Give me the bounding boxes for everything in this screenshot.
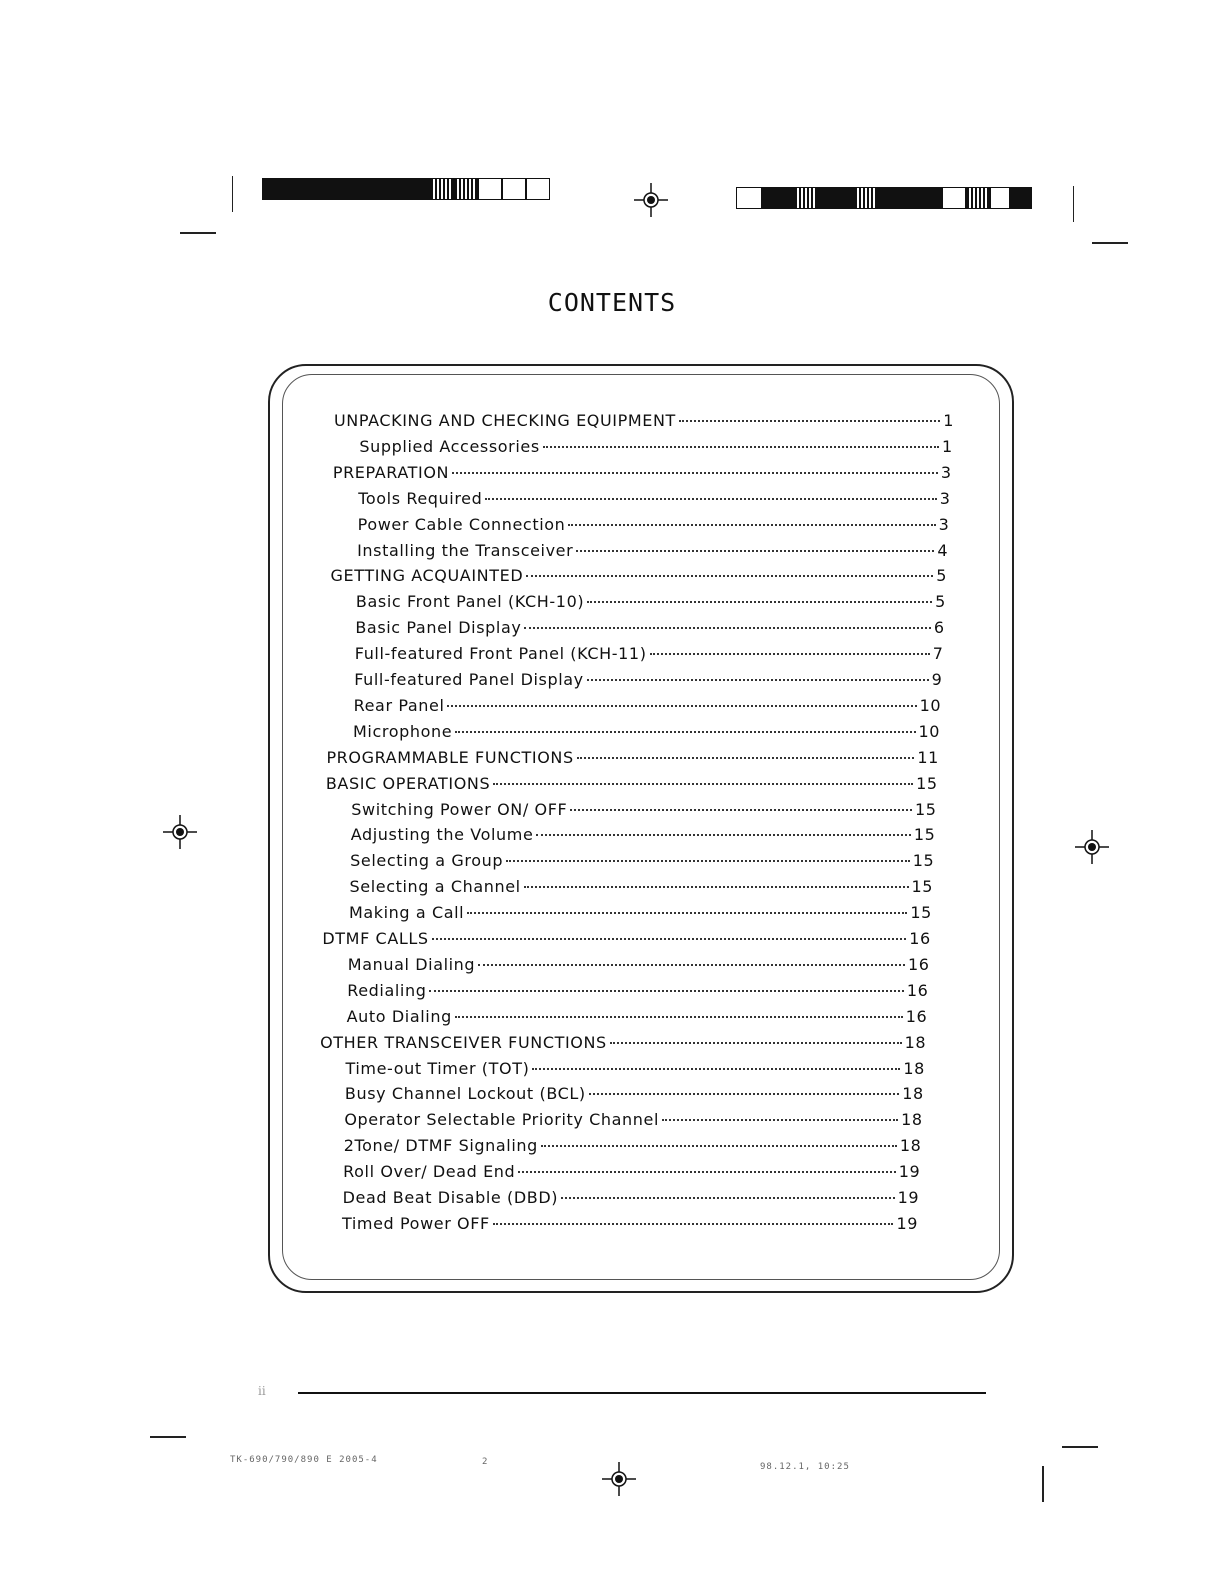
crop-mark [1073,186,1074,222]
toc-entry-page: 15 [916,773,938,793]
toc-entry [342,1214,918,1233]
toc-leader-dots [568,524,935,526]
toc-leader-dots [524,627,930,629]
toc-entry [356,592,946,611]
toc-entry-label: PROGRAMMABLE FUNCTIONS [326,747,574,767]
toc-entry-page: 6 [933,618,945,638]
toc-entry-page: 18 [899,1136,922,1156]
toc-entry-page: 5 [936,566,948,586]
toc-leader-dots [650,653,930,655]
toc-entry-label: UNPACKING AND CHECKING EQUIPMENT [334,411,676,430]
toc-entry [326,748,938,767]
registration-target-icon [602,1462,636,1496]
toc-entry-label: Rear Panel [353,695,445,715]
crop-mark [180,232,216,234]
toc-entry-label: Microphone [353,721,453,741]
toc-entry-label: Adjusting the Volume [350,825,534,845]
page-title: CONTENTS [547,288,677,317]
toc-entry-page: 3 [938,514,950,534]
toc-leader-dots [570,809,912,811]
toc-entry [347,1007,928,1026]
toc-leader-dots [561,1197,894,1199]
toc-leader-dots [543,446,939,448]
toc-entry [333,463,952,482]
toc-entry [331,566,948,585]
toc-entry-page: 5 [935,592,946,612]
toc-entry-page: 3 [940,462,952,482]
toc-entry [350,877,934,896]
calibration-bar-right [736,187,1032,209]
toc-entry [354,696,942,715]
registration-target-icon [1075,830,1109,864]
toc-leader-dots [432,938,907,940]
toc-entry [320,1033,926,1052]
toc-entry [355,618,944,637]
crop-mark [232,176,233,212]
toc-entry [343,1188,920,1207]
toc-leader-dots [429,990,903,992]
toc-entry-label: Full-featured Panel Display [354,670,584,689]
toc-entry [334,411,954,430]
toc-entry-page: 15 [913,825,936,845]
toc-entry-page: 19 [898,1162,921,1182]
toc-entry-page: 18 [904,1032,927,1052]
toc-entry-page: 15 [912,851,935,871]
footer-sheet-number: 2 [482,1457,489,1467]
toc-entry-page: 10 [918,721,941,741]
toc-leader-dots [447,705,916,707]
toc-entry-label: Busy Channel Lockout (BCL) [344,1084,586,1104]
toc-entry-page: 16 [906,980,929,1000]
page-number: ii [258,1384,266,1398]
toc-leader-dots [518,1171,895,1173]
toc-leader-dots [455,731,915,733]
toc-entry [347,981,928,1000]
toc-entry-page: 15 [910,903,932,923]
toc-entry-page: 19 [897,1188,920,1207]
calibration-bar-left [262,178,550,200]
toc-entry [349,903,932,922]
toc-entry [348,955,930,974]
toc-entry-page: 1 [942,436,953,456]
toc-entry-label: Installing the Transceiver [357,540,574,560]
toc-entry-label: Switching Power ON/ OFF [351,799,568,819]
toc-leader-dots [532,1068,900,1070]
toc-entry-page: 11 [917,747,939,767]
toc-leader-dots [506,860,910,862]
footer-rule [298,1392,986,1394]
toc-entry [350,851,934,870]
toc-leader-dots [455,1016,903,1018]
toc-entry-label: Power Cable Connection [357,514,566,534]
toc-leader-dots [610,1042,902,1044]
toc-entry-page: 19 [896,1213,918,1233]
toc-entry-page: 4 [937,540,949,560]
toc-entry-page: 16 [909,929,931,948]
toc-leader-dots [577,757,915,759]
toc-entry [359,437,952,456]
toc-entry [357,541,948,560]
footer-file-id: TK-690/790/890 E 2005-4 [230,1455,378,1465]
toc-entry-label: 2Tone/ DTMF Signaling [343,1136,538,1156]
toc-entry-label: Selecting a Channel [349,877,521,897]
toc-leader-dots [536,834,910,836]
toc-leader-dots [576,550,934,552]
toc-entry-label: Selecting a Group [350,851,504,871]
toc-entry [344,1110,922,1129]
toc-leader-dots [679,420,940,422]
toc-entry [345,1084,924,1103]
toc-entry [351,800,936,819]
toc-entry-label: DTMF CALLS [322,929,429,948]
toc-entry-page: 7 [932,644,944,664]
toc-entry-page: 1 [943,411,954,430]
toc-entry-page: 16 [905,1006,928,1026]
toc-entry-page: 16 [908,954,930,974]
toc-entry-label: GETTING ACQUAINTED [330,566,524,586]
crop-mark [1062,1446,1098,1448]
toc-leader-dots [589,1093,899,1095]
toc-leader-dots [587,679,929,681]
toc-leader-dots [485,498,936,500]
toc-entry-page: 18 [901,1110,923,1130]
toc-entry [353,722,940,741]
toc-entry [358,489,950,508]
registration-target-icon [634,183,668,217]
toc-leader-dots [452,472,938,474]
registration-target-icon [163,815,197,849]
toc-entry-page: 18 [903,1058,925,1078]
crop-mark [1092,242,1128,244]
toc-entry-page: 15 [915,799,937,819]
toc-leader-dots [493,1223,894,1225]
toc-entry-label: Basic Panel Display [355,618,522,638]
toc-entry-page: 10 [919,695,942,715]
toc-entry-label: Redialing [347,980,427,1000]
toc-entry-label: Making a Call [348,903,465,923]
toc-entry [343,1162,920,1181]
toc-entry-page: 18 [902,1084,924,1104]
toc-entry-label: PREPARATION [332,462,450,482]
toc-entry-label: BASIC OPERATIONS [325,773,491,793]
toc-entry-label: Operator Selectable Priority Channel [344,1110,660,1130]
toc-leader-dots [524,886,909,888]
toc-entry-label: Dead Beat Disable (DBD) [342,1188,559,1207]
crop-mark [1042,1466,1044,1502]
toc-entry-label: OTHER TRANSCEIVER FUNCTIONS [320,1032,607,1052]
toc-leader-dots [467,912,907,914]
toc-entry-label: Timed Power OFF [342,1213,490,1233]
toc-entry [355,644,944,663]
toc-leader-dots [526,575,933,577]
toc-entry-page: 15 [911,877,934,897]
toc-leader-dots [493,783,913,785]
toc-leader-dots [587,601,932,603]
toc-entry [351,825,936,844]
toc-entry-label: Basic Front Panel (KCH-10) [355,592,585,612]
toc-entry-label: Full-featured Front Panel (KCH-11) [354,644,647,664]
toc-entry [358,515,950,534]
footer-timestamp: 98.12.1, 10:25 [760,1462,850,1472]
toc-entry-label: Time-out Timer (TOT) [345,1058,530,1078]
toc-entry-label: Supplied Accessories [359,436,540,456]
toc-leader-dots [478,964,905,966]
toc-entry-label: Auto Dialing [346,1006,452,1026]
toc-entry-label: Manual Dialing [347,954,476,974]
crop-mark [150,1436,186,1438]
toc-entry-page: 9 [931,670,943,689]
toc-entry-page: 3 [939,488,951,508]
toc-entry [354,670,942,689]
toc-entry [326,774,938,793]
toc-entry [344,1136,922,1155]
toc-entry [345,1059,924,1078]
toc-entry [322,929,930,948]
toc-leader-dots [662,1119,898,1121]
toc-entry-label: Tools Required [358,488,483,508]
toc-entry-label: Roll Over/ Dead End [343,1162,516,1182]
toc-leader-dots [541,1145,897,1147]
